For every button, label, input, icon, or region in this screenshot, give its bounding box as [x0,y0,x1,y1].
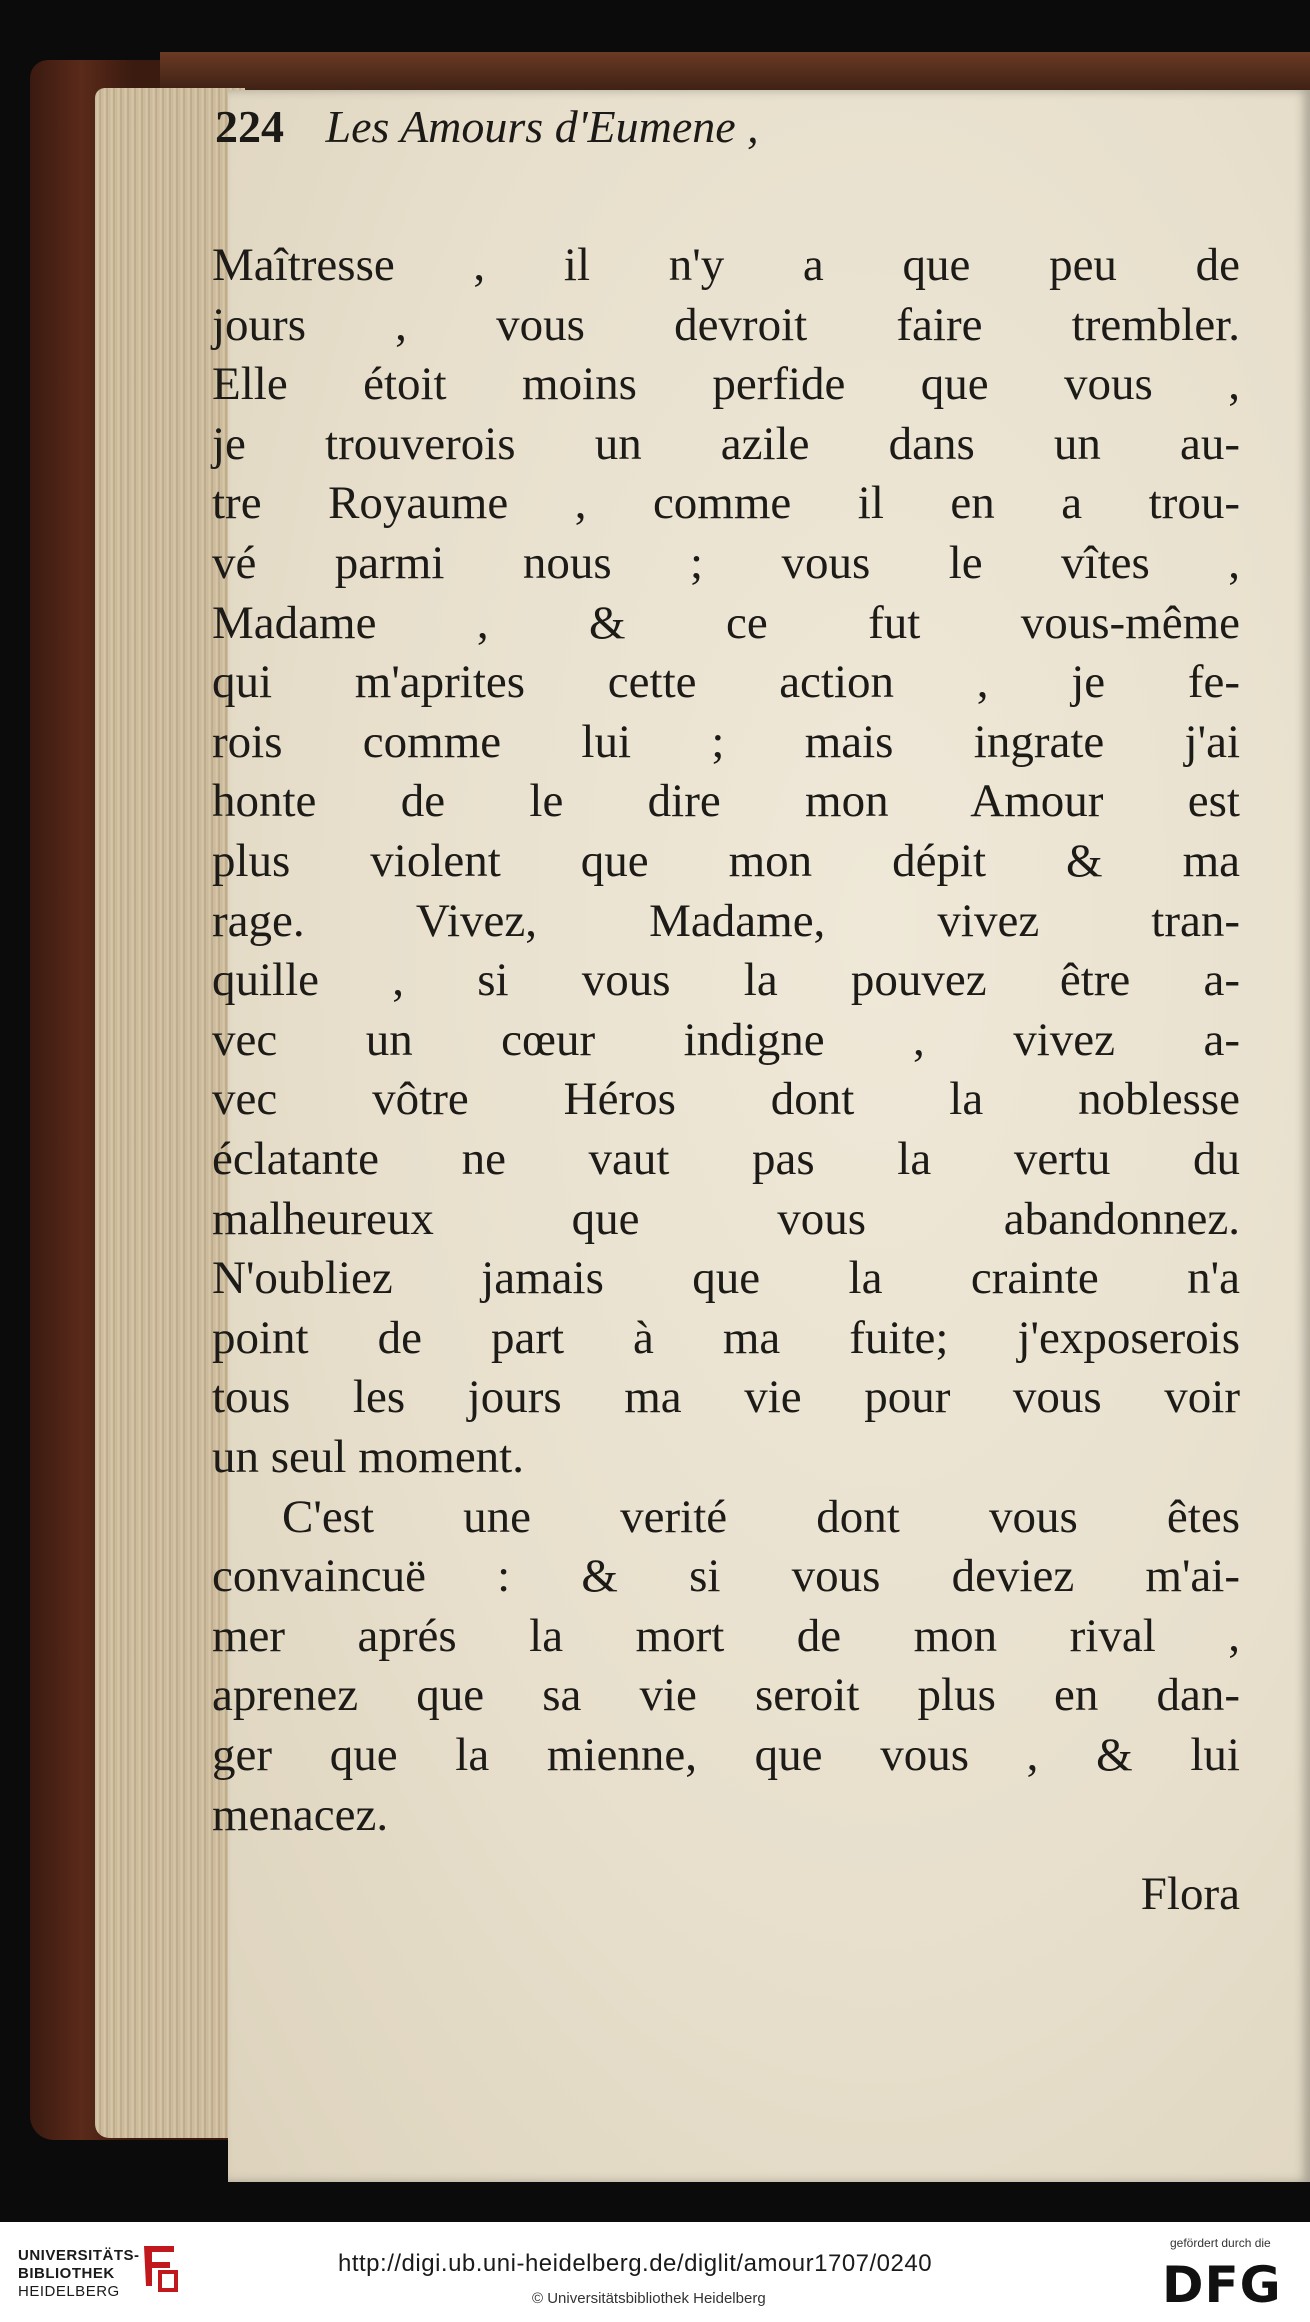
book-cover-top-edge [160,52,1310,92]
catchword: Flora [1140,1868,1240,1921]
text-line: point de part à ma fuite; j'exposerois [212,1311,1240,1364]
library-name-line2: BIBLIOTHEK [18,2265,115,2282]
text-line: je trouverois un azile dans un au- [212,417,1240,470]
page-number: 224 [215,101,284,152]
text-line: Madame , & ce fut vous-même [212,596,1240,649]
text-line: honte de le dire mon Amour est [212,775,1240,828]
text-line: vec un cœur indigne , vivez a- [212,1013,1240,1066]
text-line: jours , vous devroit faire trembler. [212,298,1240,351]
running-head-title: Les Amours d'Eumene , [325,101,759,152]
text-line: plus violent que mon dépit & ma [212,835,1240,887]
copyright-notice: © Universitätsbibliothek Heidelberg [532,2290,766,2307]
running-head [215,100,1195,234]
footer-bar [0,2222,1310,2322]
text-line: mer aprés la mort de mon rival , [212,1609,1240,1662]
text-line: vé parmi nous ; vous le vîtes , [212,537,1240,589]
text-line: tre Royaume , comme il en a trou- [212,477,1240,530]
permalink-url[interactable]: http://digi.ub.uni-heidelberg.de/diglit/amour1707/0240 [338,2250,933,2277]
dfg-logo: DFG [1162,2256,1282,2314]
text-line: menacez. [212,1788,389,1841]
text-line: qui m'aprites cette action , je fe- [212,656,1240,709]
text-line: un seul moment. [212,1431,524,1483]
library-name-line1: UNIVERSITÄTS- [18,2247,140,2264]
funder-note: gefördert durch die [1170,2236,1271,2250]
text-line: Maîtresse , il n'y a que peu de [212,239,1240,291]
library-logo-icon [138,2242,180,2294]
text-line: ger que la mienne, que vous , & lui [212,1729,1240,1781]
text-line: éclatante ne vaut pas la vertu du [212,1133,1240,1185]
library-logo [18,2247,218,2307]
text-line: aprenez que sa vie seroit plus en dan- [212,1669,1240,1722]
text-line: C'est une verité dont vous êtes [282,1490,1240,1543]
library-name-line3: HEIDELBERG [18,2283,120,2300]
text-line: quille , si vous la pouvez être a- [212,954,1240,1007]
text-line: vec vôtre Héros dont la noblesse [212,1073,1240,1126]
text-line: malheureux que vous abandonnez. [212,1192,1240,1245]
text-line: tous les jours ma vie pour vous voir [212,1371,1240,1424]
text-line: convaincuë : & si vous deviez m'ai- [212,1550,1240,1603]
text-line: rage. Vivez, Madame, vivez tran- [212,894,1240,947]
text-line: rois comme lui ; mais ingrate j'ai [212,715,1240,768]
text-line: Elle étoit moins perfide que vous , [212,358,1240,411]
text-line: N'oubliez jamais que la crainte n'a [212,1252,1240,1305]
